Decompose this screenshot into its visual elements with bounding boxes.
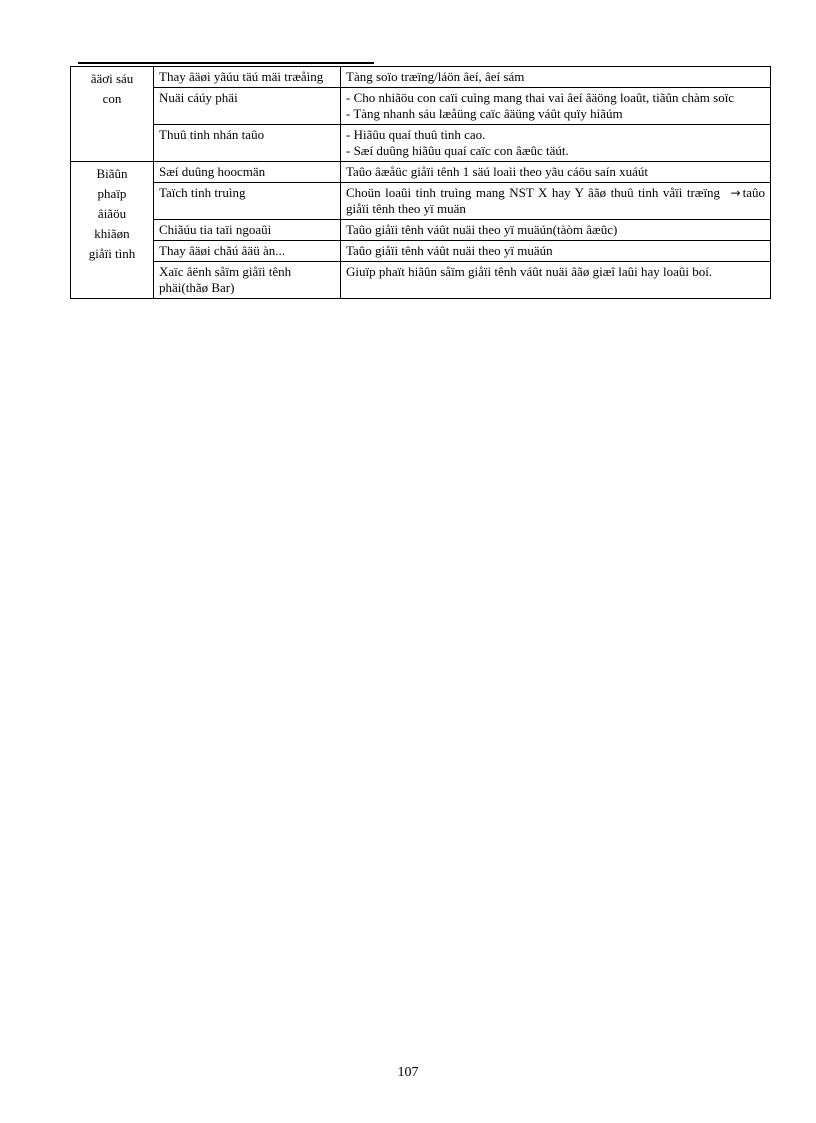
effect-cell: - Hiãûu quaí thuû tinh cao. - Sæí duûng hiãûu quaí caïc con âæûc täút. [341, 125, 771, 162]
method-cell: Chiãúu tia taïi ngoaûi [154, 220, 341, 241]
techniques-table [70, 66, 771, 299]
effect-cell [341, 183, 771, 220]
table-row [71, 241, 771, 262]
table-row [71, 88, 771, 125]
header-rule [78, 62, 374, 64]
method-cell: Thay âäøi chãú âäü àn... [154, 241, 341, 262]
table-row [71, 162, 771, 183]
method-cell: Thay âäøi yãúu täú mäi træåìng [154, 67, 341, 88]
method-cell: Nuäi cáúy phäi [154, 88, 341, 125]
method-cell: Sæí duûng hoocmän [154, 162, 341, 183]
effect-cell: Taûo âæåüc giåïi tênh 1 säú loaìi theo yãu cáöu saín xuáút [341, 162, 771, 183]
group-label: Biãûn phaïp âiãöu khiãøn giåïi tình [71, 162, 154, 299]
effect-with-arrow: Choün loaûi tinh truìng mang NST X hay Y âãø thuû tinh våïi træïng → taûo giåïi tênh theo yï muän [346, 185, 765, 216]
table-row [71, 183, 771, 220]
table-row [71, 220, 771, 241]
effect-cell: Giuïp phaït hiãûn såïm giåïi tênh váût nuäi âãø giæî laûi hay loaûi boí. [341, 262, 771, 299]
method-cell: Xaïc âënh såïm giåïi tênh phäi(thãø Bar) [154, 262, 341, 299]
method-cell: Taïch tinh truìng [154, 183, 341, 220]
effect-cell: Taûo giåïi tênh váût nuäi theo yï muäún(tàòm âæûc) [341, 220, 771, 241]
effect-cell: Tàng soïo træïng/láön âeí, âeí sám [341, 67, 771, 88]
table-row [71, 125, 771, 162]
table-row [71, 262, 771, 299]
effect-cell: Taûo giåïi tênh váût nuäi theo yï muäún [341, 241, 771, 262]
table-row [71, 67, 771, 88]
effect-cell: - Cho nhiãöu con caïi cuìng mang thai vaì âeí âäöng loaût, tiãûn chàm soïc - Tàng nhanh sáu læåüng caïc âäüng váût quïy hiãúm [341, 88, 771, 125]
page-number: 107 [397, 1065, 419, 1080]
method-cell: Thuû tinh nhán taûo [154, 125, 341, 162]
group-label: âäơi sáu con [71, 67, 154, 162]
right-arrow-icon: → [730, 186, 741, 200]
